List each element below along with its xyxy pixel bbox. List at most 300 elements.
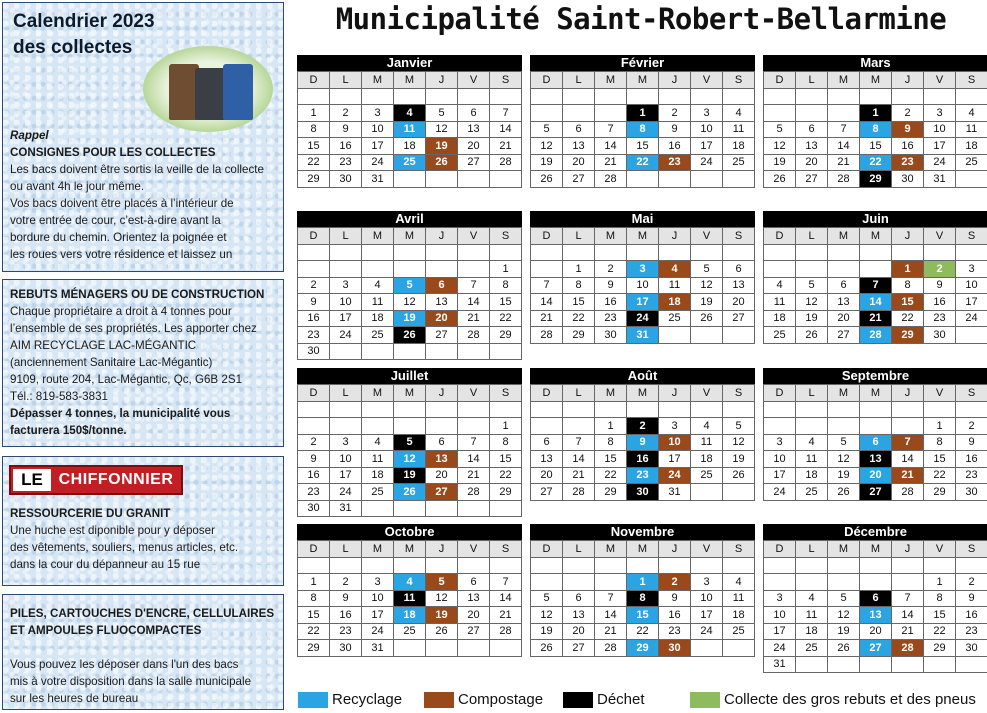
legend-swatch: [690, 692, 720, 708]
day-cell: 14: [892, 451, 924, 468]
weekday-header: M: [627, 541, 659, 558]
day-cell: 19: [531, 154, 563, 171]
blank-cell: [394, 88, 426, 105]
text-line: mis à votre disposition dans la salle municipale: [10, 675, 252, 688]
blank-cell: [563, 557, 595, 574]
day-cell: 1: [627, 105, 659, 122]
day-cell: 21: [595, 154, 627, 171]
day-cell: 15: [490, 294, 522, 311]
day-cell: 20: [531, 467, 563, 484]
day-cell: 24: [330, 484, 362, 501]
day-cell: 29: [490, 327, 522, 344]
blank-cell: [723, 244, 755, 261]
day-cell: 14: [595, 138, 627, 155]
day-cell: 7: [828, 121, 860, 138]
blank-cell: [362, 557, 394, 574]
weekday-header: M: [828, 228, 860, 245]
collection-instructions-text: [10, 127, 277, 263]
day-cell: 12: [426, 121, 458, 138]
weekday-header: V: [924, 541, 956, 558]
weekday-header: M: [394, 228, 426, 245]
day-cell: 2: [659, 574, 691, 591]
calendar-heading: [13, 9, 155, 61]
day-cell: 19: [426, 607, 458, 624]
month-table: [763, 540, 987, 673]
day-cell: 21: [490, 607, 522, 624]
day-cell: 18: [362, 310, 394, 327]
blank-cell: [659, 557, 691, 574]
day-cell: 7: [458, 277, 490, 294]
day-cell: 15: [627, 138, 659, 155]
day-cell: 25: [394, 154, 426, 171]
day-cell: 4: [723, 574, 755, 591]
empty-cell: [394, 261, 426, 278]
empty-cell: [490, 343, 522, 360]
text-line: dans la cour du dépanneur au 15 rue: [10, 558, 201, 571]
day-cell: 3: [330, 277, 362, 294]
weekday-header: D: [764, 228, 796, 245]
day-cell: 7: [595, 590, 627, 607]
empty-cell: [723, 484, 755, 501]
day-cell: 14: [458, 451, 490, 468]
text-line: ET AMPOULES FLUOCOMPACTES: [10, 624, 202, 637]
text-line: ou avant 4h le jour même.: [10, 180, 145, 193]
month-4: [530, 211, 755, 344]
day-cell: 16: [659, 138, 691, 155]
empty-cell: [796, 574, 828, 591]
day-cell: 27: [860, 484, 892, 501]
day-cell: 13: [531, 451, 563, 468]
weekday-header: M: [595, 541, 627, 558]
day-cell: 14: [531, 294, 563, 311]
text-line: 9109, route 204, Lac-Mégantic, Qc, G6B 2S1: [10, 373, 243, 386]
day-cell: 10: [659, 434, 691, 451]
day-cell: 21: [828, 154, 860, 171]
weekday-header: M: [595, 228, 627, 245]
weekday-header: J: [659, 541, 691, 558]
empty-cell: [426, 343, 458, 360]
day-cell: 11: [796, 607, 828, 624]
day-cell: 11: [362, 451, 394, 468]
day-cell: 25: [956, 154, 987, 171]
month-5: [763, 211, 987, 344]
day-cell: 23: [659, 154, 691, 171]
month-11: [763, 524, 987, 673]
blank-cell: [924, 401, 956, 418]
day-cell: 24: [659, 467, 691, 484]
weekday-header: D: [531, 72, 563, 89]
day-cell: 28: [458, 484, 490, 501]
day-cell: 17: [330, 467, 362, 484]
day-cell: 29: [490, 484, 522, 501]
weekday-header: V: [458, 385, 490, 402]
weekday-header: L: [796, 228, 828, 245]
day-cell: 26: [764, 171, 796, 188]
day-cell: 18: [723, 138, 755, 155]
empty-cell: [956, 327, 987, 344]
blank-cell: [659, 401, 691, 418]
day-cell: 13: [458, 121, 490, 138]
day-cell: 17: [956, 294, 987, 311]
empty-cell: [330, 261, 362, 278]
empty-cell: [659, 327, 691, 344]
day-cell: 3: [691, 574, 723, 591]
empty-cell: [458, 171, 490, 188]
empty-cell: [659, 171, 691, 188]
day-cell: 16: [595, 294, 627, 311]
day-cell: 20: [426, 310, 458, 327]
weekday-header: L: [330, 385, 362, 402]
day-cell: 9: [659, 121, 691, 138]
blank-cell: [458, 244, 490, 261]
blank-cell: [330, 557, 362, 574]
blank-cell: [426, 401, 458, 418]
month-2: [763, 55, 987, 188]
day-cell: 31: [330, 500, 362, 517]
batteries-text: [10, 605, 277, 707]
weekday-header: M: [627, 385, 659, 402]
blue-bin-icon: [223, 64, 253, 120]
day-cell: 6: [723, 261, 755, 278]
day-cell: 5: [796, 277, 828, 294]
blank-cell: [723, 401, 755, 418]
month-name: Décembre: [763, 524, 987, 540]
day-cell: 4: [764, 277, 796, 294]
text-line: votre entrée de cour, c’est-à-dire avant la: [10, 214, 221, 227]
day-cell: 7: [490, 105, 522, 122]
month-table: [530, 540, 755, 657]
empty-cell: [394, 343, 426, 360]
day-cell: 12: [828, 607, 860, 624]
day-cell: 29: [298, 640, 330, 657]
empty-cell: [691, 640, 723, 657]
day-cell: 22: [563, 310, 595, 327]
day-cell: 3: [691, 105, 723, 122]
weekday-header: J: [426, 228, 458, 245]
day-cell: 12: [531, 607, 563, 624]
day-cell: 26: [426, 623, 458, 640]
month-table: [297, 71, 522, 188]
empty-cell: [362, 500, 394, 517]
weekday-header: D: [298, 541, 330, 558]
empty-cell: [531, 418, 563, 435]
day-cell: 6: [426, 434, 458, 451]
day-cell: 27: [860, 640, 892, 657]
day-cell: 28: [860, 327, 892, 344]
day-cell: 24: [362, 154, 394, 171]
day-cell: 16: [924, 294, 956, 311]
day-cell: 28: [828, 171, 860, 188]
day-cell: 8: [860, 121, 892, 138]
weekday-header: D: [764, 385, 796, 402]
day-cell: 17: [691, 138, 723, 155]
empty-cell: [426, 171, 458, 188]
day-cell: 10: [691, 121, 723, 138]
day-cell: 25: [796, 484, 828, 501]
weekday-header: S: [956, 228, 987, 245]
day-cell: 13: [860, 451, 892, 468]
day-cell: 13: [723, 277, 755, 294]
weekday-header: V: [458, 541, 490, 558]
empty-cell: [691, 484, 723, 501]
empty-cell: [796, 656, 828, 673]
day-cell: 22: [924, 623, 956, 640]
logo-le-text: LE: [13, 469, 51, 491]
blank-cell: [956, 244, 987, 261]
day-cell: 8: [924, 590, 956, 607]
day-cell: 18: [659, 294, 691, 311]
month-table: [763, 384, 987, 501]
day-cell: 31: [764, 656, 796, 673]
day-cell: 8: [924, 434, 956, 451]
day-cell: 29: [563, 327, 595, 344]
day-cell: 22: [595, 467, 627, 484]
day-cell: 14: [458, 294, 490, 311]
day-cell: 23: [330, 154, 362, 171]
empty-cell: [531, 574, 563, 591]
day-cell: 23: [298, 327, 330, 344]
day-cell: 6: [828, 277, 860, 294]
day-cell: 20: [796, 154, 828, 171]
weekday-header: L: [563, 72, 595, 89]
day-cell: 12: [394, 451, 426, 468]
day-cell: 10: [362, 590, 394, 607]
blank-cell: [828, 401, 860, 418]
day-cell: 20: [860, 467, 892, 484]
day-cell: 19: [531, 623, 563, 640]
day-cell: 21: [860, 310, 892, 327]
day-cell: 1: [490, 261, 522, 278]
day-cell: 31: [362, 640, 394, 657]
day-cell: 12: [531, 138, 563, 155]
day-cell: 26: [394, 327, 426, 344]
legend-swatch: [563, 692, 593, 708]
empty-cell: [956, 656, 987, 673]
blank-cell: [764, 88, 796, 105]
day-cell: 30: [924, 327, 956, 344]
day-cell: 18: [691, 451, 723, 468]
day-cell: 17: [330, 310, 362, 327]
day-cell: 12: [828, 451, 860, 468]
text-line: Les bacs doivent être sortis la veille de la collecte: [10, 163, 264, 176]
day-cell: 11: [394, 590, 426, 607]
day-cell: 30: [956, 484, 987, 501]
empty-cell: [796, 418, 828, 435]
weekday-header: M: [595, 72, 627, 89]
blank-cell: [796, 557, 828, 574]
day-cell: 16: [298, 310, 330, 327]
blank-cell: [458, 401, 490, 418]
day-cell: 4: [362, 277, 394, 294]
day-cell: 6: [531, 434, 563, 451]
blank-cell: [892, 557, 924, 574]
day-cell: 17: [627, 294, 659, 311]
day-cell: 20: [458, 138, 490, 155]
blank-cell: [458, 557, 490, 574]
day-cell: 11: [394, 121, 426, 138]
day-cell: 5: [764, 121, 796, 138]
empty-cell: [298, 261, 330, 278]
empty-cell: [330, 343, 362, 360]
day-cell: 21: [458, 310, 490, 327]
legend-swatch: [424, 692, 454, 708]
day-cell: 8: [892, 277, 924, 294]
day-cell: 15: [298, 138, 330, 155]
month-table: [530, 71, 755, 188]
day-cell: 24: [924, 154, 956, 171]
empty-cell: [764, 261, 796, 278]
day-cell: 24: [362, 623, 394, 640]
empty-cell: [691, 171, 723, 188]
weekday-header: M: [860, 385, 892, 402]
day-cell: 14: [490, 590, 522, 607]
day-cell: 21: [892, 623, 924, 640]
empty-cell: [458, 418, 490, 435]
blank-cell: [924, 244, 956, 261]
day-cell: 5: [828, 590, 860, 607]
day-cell: 1: [298, 574, 330, 591]
day-cell: 7: [595, 121, 627, 138]
day-cell: 6: [426, 277, 458, 294]
empty-cell: [531, 105, 563, 122]
blank-cell: [362, 88, 394, 105]
day-cell: 9: [924, 277, 956, 294]
day-cell: 6: [860, 590, 892, 607]
blank-cell: [924, 557, 956, 574]
weekday-header: J: [426, 385, 458, 402]
weekday-header: J: [659, 228, 691, 245]
weekday-header: V: [691, 228, 723, 245]
day-cell: 11: [362, 294, 394, 311]
blank-cell: [956, 557, 987, 574]
weekday-header: V: [924, 385, 956, 402]
weekday-header: M: [394, 385, 426, 402]
blank-cell: [563, 401, 595, 418]
weekday-header: D: [531, 541, 563, 558]
blank-cell: [490, 88, 522, 105]
day-cell: 21: [892, 467, 924, 484]
day-cell: 26: [531, 640, 563, 657]
blank-cell: [490, 401, 522, 418]
day-cell: 10: [627, 277, 659, 294]
day-cell: 28: [531, 327, 563, 344]
day-cell: 28: [595, 171, 627, 188]
day-cell: 14: [490, 121, 522, 138]
month-name: Octobre: [297, 524, 522, 540]
legend-label: Collecte des gros rebuts et des pneus: [724, 691, 976, 708]
day-cell: 18: [796, 623, 828, 640]
day-cell: 25: [723, 154, 755, 171]
blank-cell: [860, 401, 892, 418]
blank-cell: [426, 88, 458, 105]
day-cell: 6: [860, 434, 892, 451]
day-cell: 27: [426, 484, 458, 501]
day-cell: 9: [956, 590, 987, 607]
weekday-header: L: [796, 541, 828, 558]
blank-cell: [531, 244, 563, 261]
empty-cell: [828, 574, 860, 591]
weekday-header: L: [563, 541, 595, 558]
blank-cell: [796, 244, 828, 261]
day-cell: 13: [458, 590, 490, 607]
text-line: les roues vers votre résidence et laissez un: [10, 248, 233, 261]
day-cell: 16: [330, 607, 362, 624]
day-cell: 15: [892, 294, 924, 311]
day-cell: 20: [563, 154, 595, 171]
day-cell: 2: [595, 261, 627, 278]
blank-cell: [860, 244, 892, 261]
blank-cell: [595, 557, 627, 574]
day-cell: 3: [330, 434, 362, 451]
empty-cell: [828, 261, 860, 278]
day-cell: 9: [595, 277, 627, 294]
blank-cell: [362, 244, 394, 261]
day-cell: 5: [723, 418, 755, 435]
page-title: Municipalité Saint-Robert-Bellarmine: [335, 2, 947, 36]
weekday-header: V: [691, 385, 723, 402]
blank-cell: [394, 244, 426, 261]
weekday-header: V: [458, 228, 490, 245]
day-cell: 31: [924, 171, 956, 188]
day-cell: 5: [426, 574, 458, 591]
day-cell: 29: [924, 484, 956, 501]
blank-cell: [764, 401, 796, 418]
day-cell: 1: [298, 105, 330, 122]
day-cell: 20: [828, 310, 860, 327]
day-cell: 5: [691, 261, 723, 278]
day-cell: 23: [956, 467, 987, 484]
weekday-header: V: [924, 72, 956, 89]
weekday-header: M: [362, 72, 394, 89]
blank-cell: [490, 244, 522, 261]
month-7: [530, 368, 755, 501]
day-cell: 1: [490, 418, 522, 435]
legend-label: Compostage: [458, 691, 544, 708]
day-cell: 20: [860, 623, 892, 640]
day-cell: 15: [563, 294, 595, 311]
day-cell: 23: [330, 623, 362, 640]
day-cell: 26: [723, 467, 755, 484]
day-cell: 6: [458, 105, 490, 122]
text-line: Une huche est diponible pour y déposer: [10, 524, 215, 537]
day-cell: 22: [627, 623, 659, 640]
day-cell: 18: [394, 607, 426, 624]
weekday-header: M: [595, 385, 627, 402]
day-cell: 31: [659, 484, 691, 501]
weekday-header: M: [828, 385, 860, 402]
text-line: [10, 639, 277, 656]
day-cell: 11: [659, 277, 691, 294]
month-name: Février: [530, 55, 755, 71]
blank-cell: [828, 244, 860, 261]
day-cell: 7: [458, 434, 490, 451]
empty-cell: [394, 171, 426, 188]
weekday-header: J: [426, 541, 458, 558]
weekday-header: J: [892, 228, 924, 245]
day-cell: 30: [892, 171, 924, 188]
weekday-header: V: [458, 72, 490, 89]
month-name: Avril: [297, 211, 522, 227]
day-cell: 22: [298, 154, 330, 171]
day-cell: 9: [298, 451, 330, 468]
blank-cell: [595, 88, 627, 105]
blank-cell: [627, 401, 659, 418]
weekday-header: S: [490, 385, 522, 402]
day-cell: 29: [860, 171, 892, 188]
day-cell: 10: [764, 607, 796, 624]
month-name: Novembre: [530, 524, 755, 540]
day-cell: 30: [298, 343, 330, 360]
